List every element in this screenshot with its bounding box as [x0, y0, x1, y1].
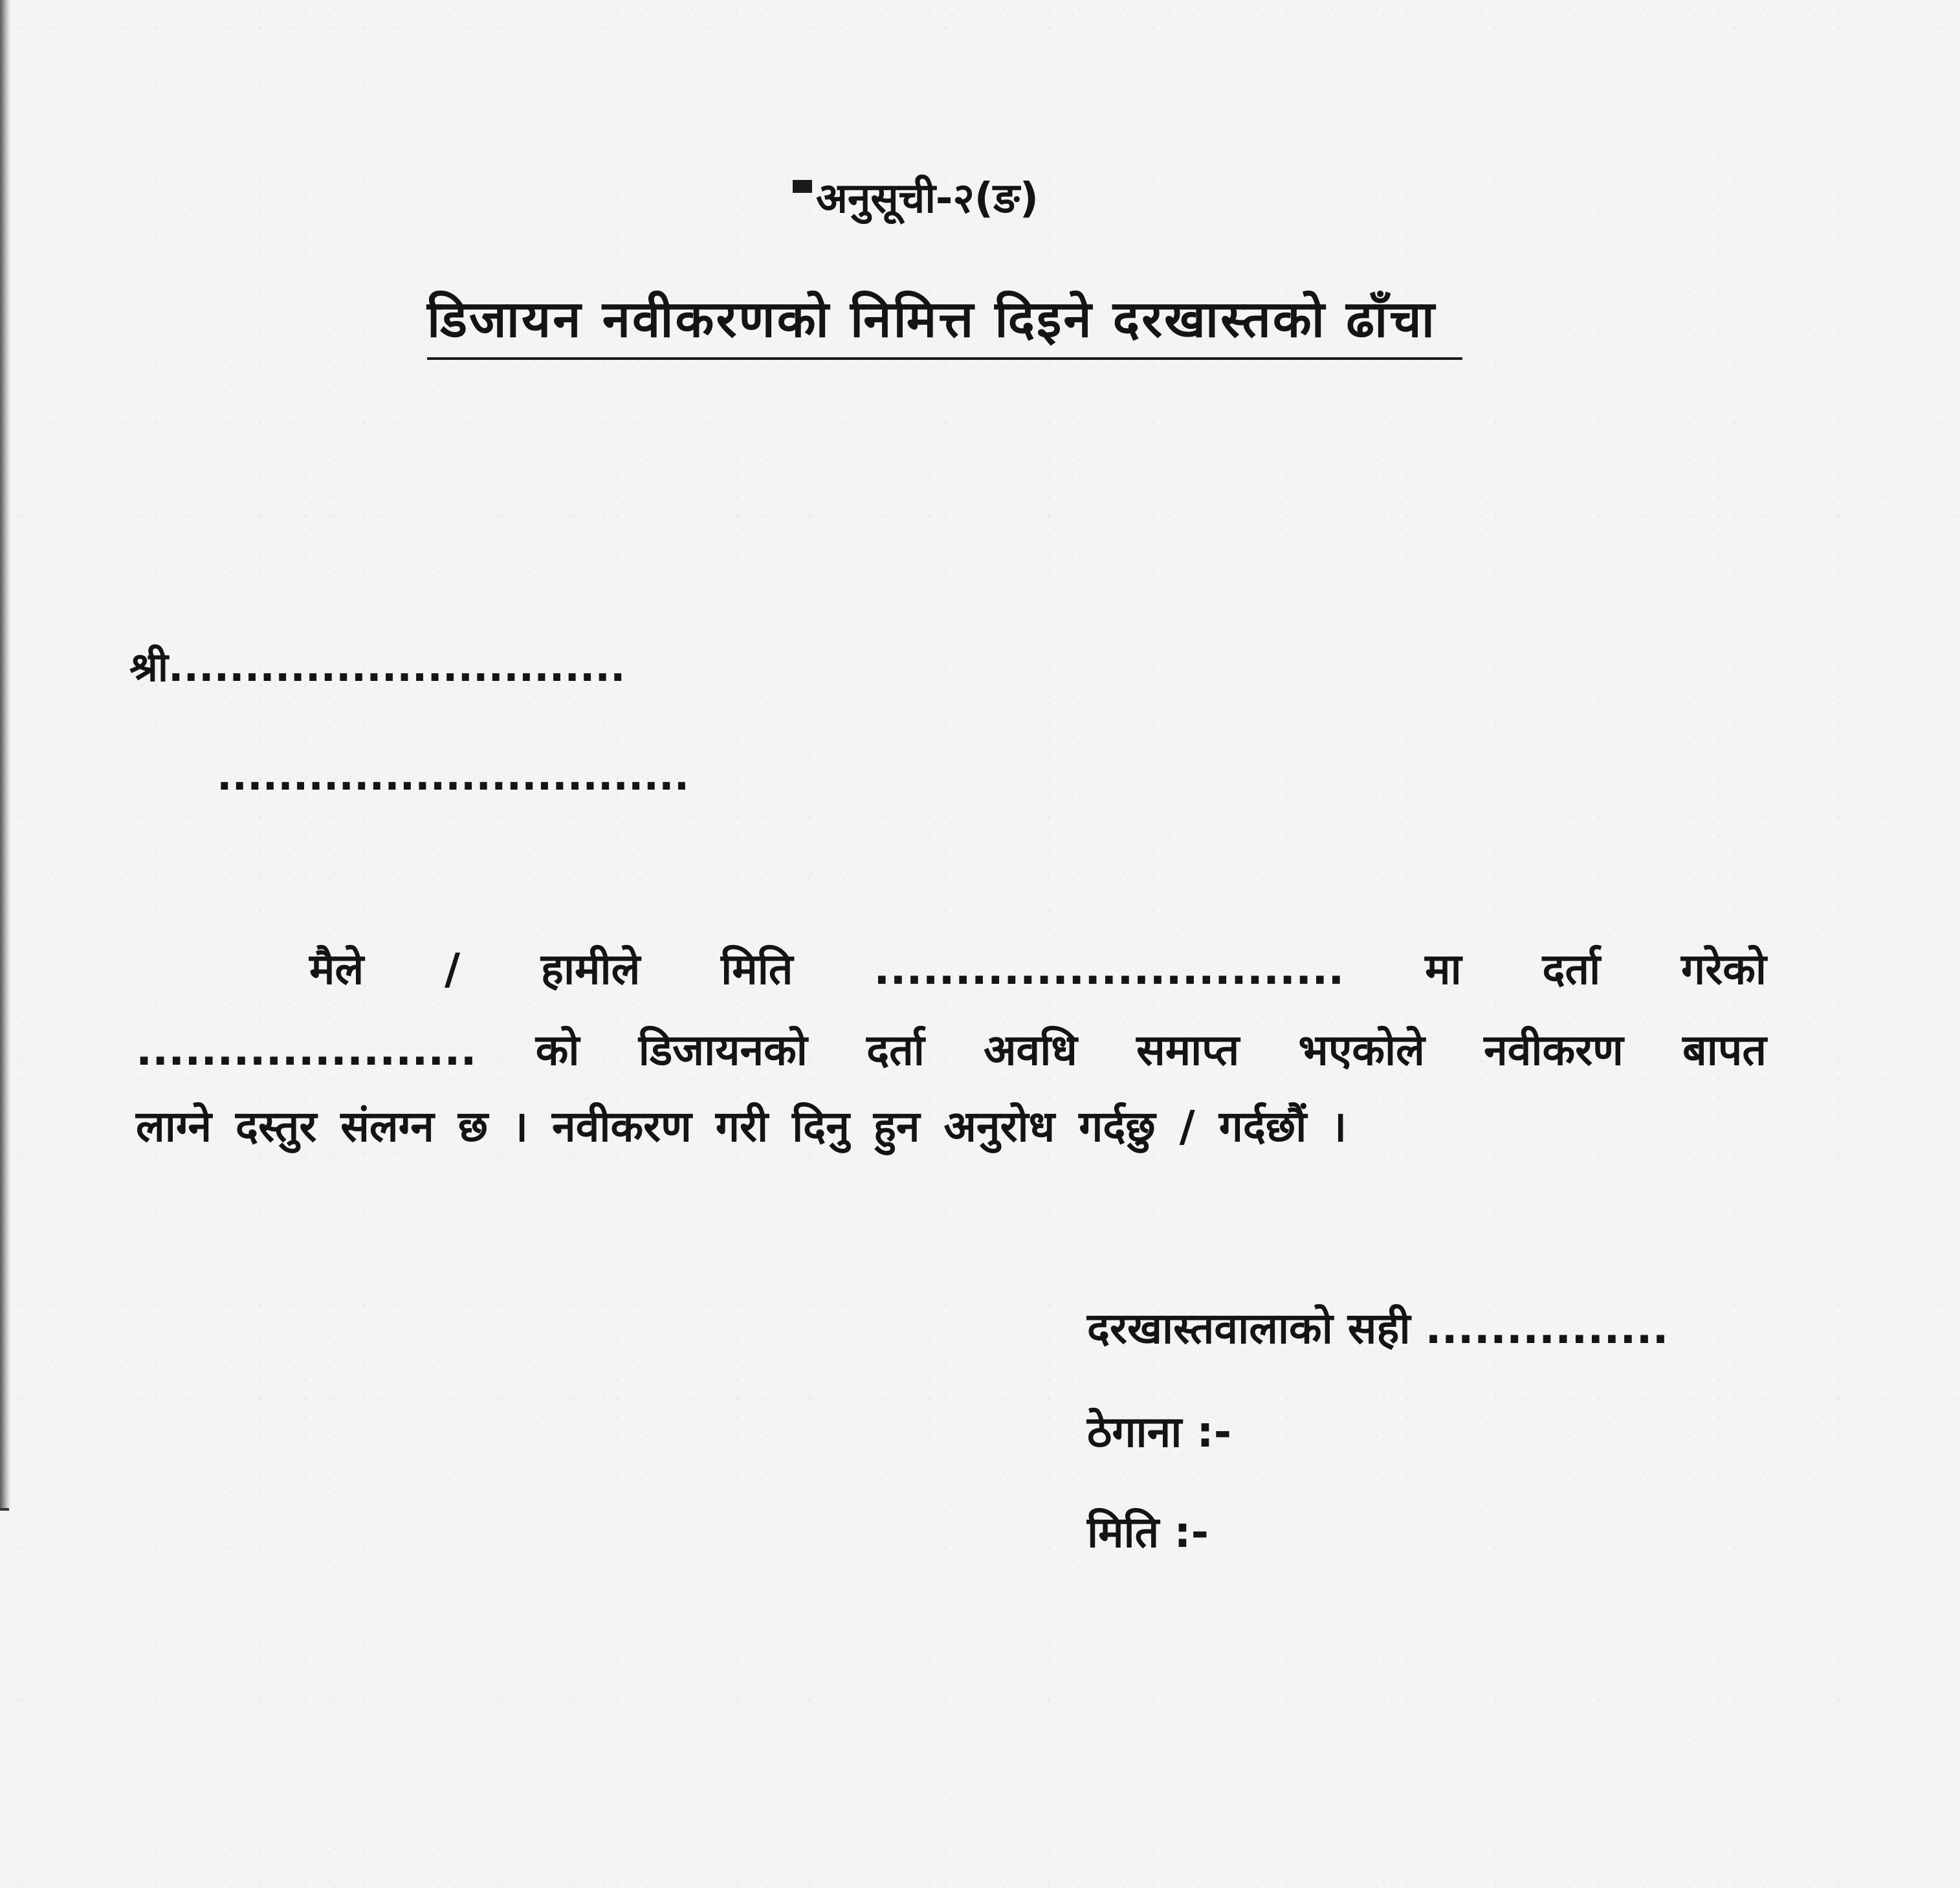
schedule-heading	[793, 175, 1039, 223]
date-label: मिति :-	[1087, 1507, 1209, 1557]
body-line-1: मैले / हामीले मिति ............................. मा दर्ता गरेको	[309, 944, 1767, 994]
binding-edge	[0, 0, 10, 1508]
body-line-2: ..................... को डिजायनको दर्ता अवधि समाप्त भएकोले नवीकरण बापत	[136, 1025, 1767, 1075]
addressee-line: श्री..............................	[129, 643, 626, 691]
schedule-heading-text: अनुसूची-२(ङ)	[816, 175, 1039, 223]
title-underline	[427, 357, 1462, 360]
form-title: डिजायन नवीकरणको निमित्त दिइने दरखास्तको ढाँचा	[427, 291, 1437, 349]
footnote-marker	[793, 180, 812, 193]
body-line-3: लाग्ने दस्तुर संलग्न छ । नवीकरण गरी दिनु हुन अनुरोध गर्दछु / गर्दछौं ।	[136, 1102, 1347, 1151]
addressee-line-2: ...............................	[217, 752, 690, 799]
address-label: ठेगाना :-	[1087, 1407, 1232, 1457]
binding-tick	[0, 1508, 9, 1511]
signature-line: दरखास्तवालाको सही ...............	[1087, 1304, 1669, 1353]
